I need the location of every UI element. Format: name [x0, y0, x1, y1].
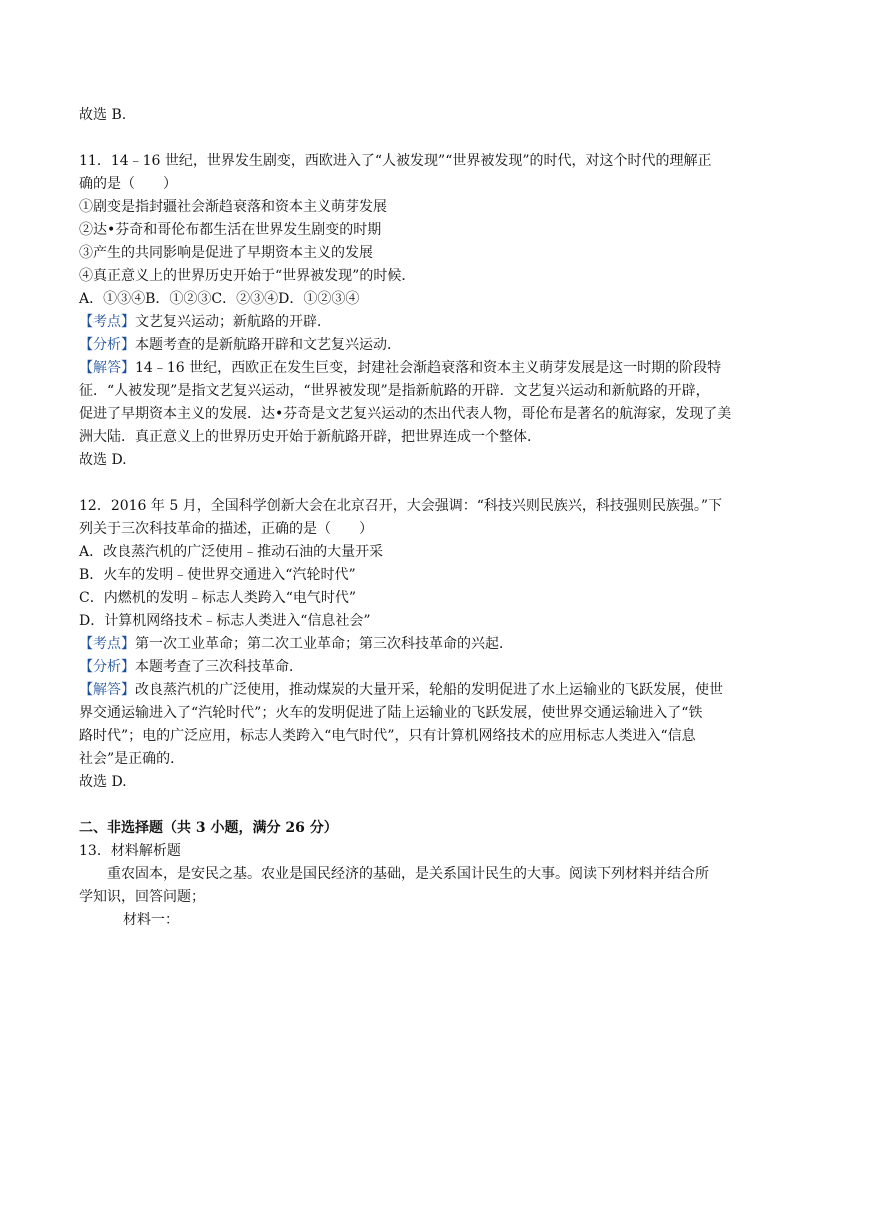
q12-fenxi	[79, 656, 791, 679]
question-11	[79, 150, 791, 472]
q12-jieda-line-4: 社会”是正确的．	[79, 751, 185, 767]
kaodian-tag: 【考点】	[79, 636, 135, 652]
q11-stem-line-1: 11．14﹣16 世纪，世界发生剧变，西欧进入了“人被发现”“世界被发现”的时代，对这个时代的理解正	[79, 153, 712, 169]
material-1-label: 材料一：	[123, 912, 179, 928]
q12-option-c: C．内燃机的发明﹣标志人类跨入“电气时代”	[79, 590, 357, 606]
spacer	[79, 127, 791, 150]
q12-option-a: A．改良蒸汽机的广泛使用﹣推动石油的大量开采	[79, 544, 384, 560]
q11-option-4: ④真正意义上的世界历史开始于“世界被发现”的时候．	[79, 268, 416, 284]
q11-option-2: ②达•芬奇和哥伦布都生活在世界发生剧变的时期	[79, 222, 382, 238]
q11-jieda-line-4: 洲大陆．真正意义上的世界历史开始于新航路开辟，把世界连成一个整体．	[79, 429, 541, 445]
q11-answer: 故选 D.	[79, 452, 127, 468]
q11-option-1: ①剧变是指封疆社会渐趋衰落和资本主义萌芽发展	[79, 199, 387, 215]
question-12	[79, 495, 791, 794]
q11-jieda-line-1	[79, 357, 791, 380]
jieda-text: 改良蒸汽机的广泛使用，推动煤炭的大量开采，轮船的发明促进了水上运输业的飞跃发展，使世	[135, 682, 723, 698]
q12-jieda-line-1	[79, 679, 791, 702]
jieda-text: 14﹣16 世纪，西欧正在发生巨变，封建社会渐趋衰落和资本主义萌芽发展是这一时期的阶段特	[135, 360, 722, 376]
fenxi-text: 本题考查了三次科技革命．	[135, 659, 303, 675]
q12-stem-line-1: 12．2016 年 5 月，全国科学创新大会在北京召开，大会强调：“科技兴则民族兴，科技强则民族强。”下	[79, 498, 723, 514]
q11-jieda-line-3: 促进了早期资本主义的发展．达•芬奇是文艺复兴运动的杰出代表人物，哥伦布是著名的航海家，发现了美	[79, 406, 732, 422]
q12-option-d: D．计算机网络技术﹣标志人类进入“信息社会”	[79, 613, 371, 629]
q12-answer: 故选 D.	[79, 774, 127, 790]
q11-stem-line-2: 确的是（ ）	[79, 176, 177, 192]
spacer	[79, 472, 791, 495]
q11-fenxi	[79, 334, 791, 357]
document-page	[79, 104, 791, 932]
jieda-tag: 【解答】	[79, 360, 135, 376]
q13-intro-line-2: 学知识，回答问题；	[79, 889, 205, 905]
q13-title: 13．材料解析题	[79, 843, 181, 859]
kaodian-text: 第一次工业革命；第二次工业革命；第三次科技革命的兴起．	[135, 636, 513, 652]
kaodian-tag: 【考点】	[79, 314, 135, 330]
q11-kaodian	[79, 311, 791, 334]
jieda-tag: 【解答】	[79, 682, 135, 698]
section-2	[79, 817, 791, 932]
q12-stem-line-2: 列关于三次科技革命的描述，正确的是（ ）	[79, 521, 373, 537]
q11-jieda-line-2: 征．“人被发现”是指文艺复兴运动，“世界被发现”是指新航路的开辟．文艺复兴运动和新航路的开辟，	[79, 383, 710, 399]
kaodian-text: 文艺复兴运动；新航路的开辟．	[135, 314, 331, 330]
q10-answer: 故选 B.	[79, 107, 127, 123]
q12-kaodian	[79, 633, 791, 656]
q11-choices: A．①③④B．①②③C．②③④D．①②③④	[79, 291, 360, 307]
fenxi-tag: 【分析】	[79, 659, 135, 675]
fenxi-tag: 【分析】	[79, 337, 135, 353]
q12-jieda-line-2: 界交通运输进入了“汽轮时代”；火车的发明促进了陆上运输业的飞跃发展，使世界交通运输进入了“铁	[79, 705, 703, 721]
q12-jieda-line-3: 路时代”；电的广泛应用，标志人类跨入“电气时代”，只有计算机网络技术的应用标志人类进入“信息	[79, 728, 696, 744]
q13-intro-line-1: 重农固本，是安民之基。农业是国民经济的基础，是关系国计民生的大事。阅读下列材料并结合所	[107, 866, 709, 882]
section-heading: 二、非选择题（共 3 小题，满分 26 分）	[79, 820, 338, 836]
q12-option-b: B．火车的发明﹣使世界交通进入“汽轮时代”	[79, 567, 356, 583]
fenxi-text: 本题考查的是新航路开辟和文艺复兴运动．	[135, 337, 401, 353]
q11-option-3: ③产生的共同影响是促进了早期资本主义的发展	[79, 245, 373, 261]
spacer	[79, 794, 791, 817]
